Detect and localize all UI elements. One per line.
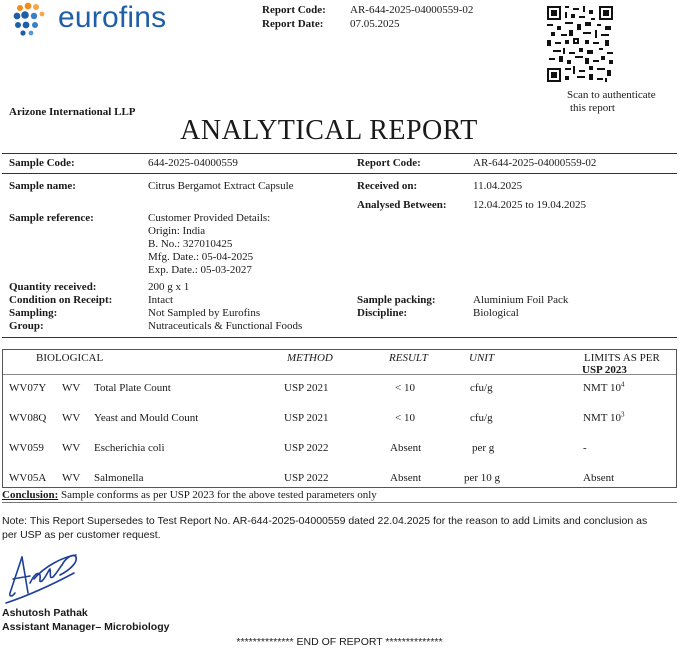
- col-method: METHOD: [287, 352, 333, 364]
- col-result: RESULT: [389, 352, 428, 364]
- analysed-between-label: Analysed Between:: [357, 199, 447, 211]
- row3-limit: -: [583, 442, 587, 454]
- row4-method: USP 2022: [284, 472, 329, 484]
- row1-wv: WV: [62, 382, 81, 394]
- sampling-value: Not Sampled by Eurofins: [148, 307, 261, 319]
- row3-method: USP 2022: [284, 442, 329, 454]
- qr-code-icon[interactable]: [547, 6, 613, 82]
- row2-code: WV08Q: [9, 412, 47, 424]
- row3-wv: WV: [62, 442, 81, 454]
- company-name: Arizone International LLP: [9, 106, 136, 118]
- table-header-divider: [3, 374, 676, 375]
- supersede-note: Note: This Report Supersedes to Test Report No. AR-644-2025-04000559 dated 22.04.2025 for the reason to add Limits and conclusion as per USP as per customer request.: [2, 515, 648, 541]
- sample-name-label: Sample name:: [9, 180, 76, 192]
- eurofins-logo-icon: [12, 2, 52, 38]
- row2-wv: WV: [62, 412, 81, 424]
- sample-reference-label: Sample reference:: [9, 212, 94, 224]
- row4-unit: per 10 g: [464, 472, 501, 484]
- signatory: [2, 606, 169, 634]
- sample-name-value: Citrus Bergamot Extract Capsule: [148, 180, 294, 192]
- row1-method: USP 2021: [284, 382, 329, 394]
- row2-result: < 10: [395, 412, 415, 424]
- sampling-label: Sampling:: [9, 307, 58, 319]
- col-unit: UNIT: [469, 352, 495, 364]
- condition-value: Intact: [148, 294, 174, 306]
- handwritten-signature-icon: [4, 549, 94, 605]
- conclusion: Conclusion: Sample conforms as per USP 2023 for the above tested parameters only: [2, 489, 377, 501]
- sample-packing-label: Sample packing:: [357, 294, 436, 306]
- row4-code: WV05A: [9, 472, 47, 484]
- details-report-code-value: AR-644-2025-04000559-02: [473, 157, 597, 169]
- quantity-received-label: Quantity received:: [9, 281, 97, 293]
- analysed-between-value: 12.04.2025 to 19.04.2025: [473, 199, 587, 211]
- row1-result: < 10: [395, 382, 415, 394]
- signatory-name: Ashutosh Pathak: [2, 607, 88, 619]
- report-code-value: AR-644-2025-04000559-02: [350, 4, 474, 16]
- group-label: Group:: [9, 320, 44, 332]
- discipline-value: Biological: [473, 307, 519, 319]
- scan-to-authenticate-text: Scan to authenticate this report: [567, 89, 656, 114]
- condition-label: Condition on Receipt:: [9, 294, 113, 306]
- row4-test: Salmonella: [94, 472, 144, 484]
- row3-result: Absent: [390, 442, 422, 454]
- report-title: ANALYTICAL REPORT: [180, 115, 478, 146]
- signatory-designation: Assistant Manager– Microbiology: [2, 621, 170, 633]
- report-date-value: 07.05.2025: [350, 18, 400, 30]
- divider-under-sample-code: [2, 173, 677, 174]
- sample-packing-value: Aluminium Foil Pack: [473, 294, 569, 306]
- row3-test: Escherichia coli: [94, 442, 165, 454]
- end-of-report: ************** END OF REPORT **************: [236, 636, 443, 648]
- discipline-label: Discipline:: [357, 307, 408, 319]
- sample-code-value: 644-2025-04000559: [148, 157, 238, 169]
- received-on-label: Received on:: [357, 180, 418, 192]
- divider-top: [2, 153, 677, 154]
- row2-unit: cfu/g: [470, 412, 493, 424]
- quantity-received-value: 200 g x 1: [148, 281, 190, 293]
- divider-conclusion: [2, 502, 677, 503]
- row3-code: WV059: [9, 442, 44, 454]
- row2-method: USP 2021: [284, 412, 329, 424]
- row1-unit: cfu/g: [470, 382, 493, 394]
- report-date-label: Report Date:: [262, 18, 324, 30]
- sample-reference-value: Customer Provided Details: Origin: India B. No.: 327010425 Mfg. Date.: 05-04-2025 Exp. Date.: 05-03-2027: [148, 212, 271, 276]
- row2-test: Yeast and Mould Count: [94, 412, 199, 424]
- details-report-code-label: Report Code:: [357, 157, 421, 169]
- received-on-value: 11.04.2025: [473, 180, 523, 192]
- row4-result: Absent: [390, 472, 422, 484]
- row1-code: WV07Y: [9, 382, 47, 394]
- row3-unit: per g: [472, 442, 495, 454]
- col-limits: LIMITS AS PER USP 2023: [582, 352, 660, 376]
- divider-details-bottom: [2, 337, 677, 338]
- row1-test: Total Plate Count: [94, 382, 171, 394]
- row2-limit: NMT $10^3$: [583, 410, 625, 424]
- row1-limit: NMT $10^4$: [583, 380, 625, 394]
- row4-wv: WV: [62, 472, 81, 484]
- group-value: Nutraceuticals & Functional Foods: [148, 320, 303, 332]
- eurofins-logo-text: eurofins: [58, 1, 167, 34]
- report-code-label: Report Code:: [262, 4, 326, 16]
- sample-code-label: Sample Code:: [9, 157, 75, 169]
- col-biological: BIOLOGICAL: [36, 352, 104, 364]
- row4-limit: Absent: [583, 472, 615, 484]
